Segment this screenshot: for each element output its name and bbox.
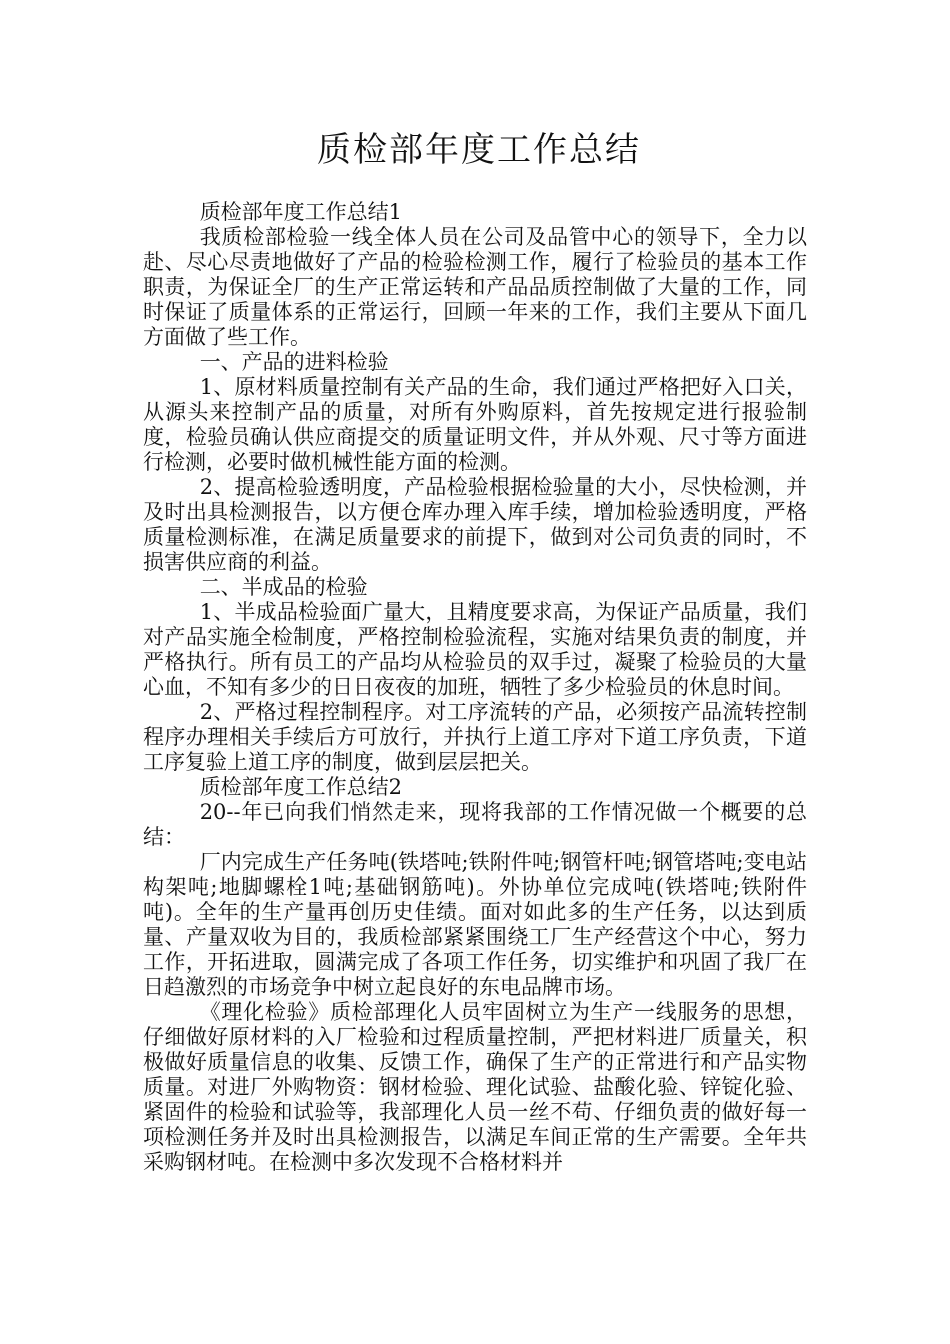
subsection-heading: 一、产品的进料检验 bbox=[199, 350, 389, 374]
body-paragraph: 2、提高检验透明度，产品检验根据检验量的大小，尽快检测，并及时出具检测报告，以方便仓库办理入库手续，增加检验透明度，严格质量检测标准，在满足质量要求的前提下，做到对公司负责的同时，不损害供应商的利益。 bbox=[143, 475, 807, 574]
section-heading: 质检部年度工作总结1 bbox=[199, 200, 403, 224]
subsection-heading: 二、半成品的检验 bbox=[199, 575, 368, 599]
document-page bbox=[143, 0, 807, 1175]
body-paragraph: 1、半成品检验面广量大，且精度要求高，为保证产品质量，我们对产品实施全检制度，严格控制检验流程，实施对结果负责的制度，并严格执行。所有员工的产品均从检验员的双手过，凝聚了检验员的大量心血，不知有多少的日日夜夜的加班，牺牲了多少检验员的休息时间。 bbox=[143, 600, 807, 699]
body-paragraph: 我质检部检验一线全体人员在公司及品管中心的领导下，全力以赴、尽心尽责地做好了产品的检验检测工作，履行了检验员的基本工作职责，为保证全厂的生产正常运转和产品品质控制做了大量的工作，同时保证了质量体系的正常运行，回顾一年来的工作，我们主要从下面几方面做了些工作。 bbox=[143, 225, 807, 349]
body-paragraph: 1、原材料质量控制有关产品的生命，我们通过严格把好入口关，从源头来控制产品的质量，对所有外购原料，首先按规定进行报验制度，检验员确认供应商提交的质量证明文件，并从外观、尺寸等方面进行检测，必要时做机械性能方面的检测。 bbox=[143, 375, 807, 474]
body-paragraph: 20--年已向我们悄然走来，现将我部的工作情况做一个概要的总结： bbox=[143, 800, 807, 849]
document-body bbox=[143, 200, 807, 1175]
body-paragraph: 2、严格过程控制程序。对工序流转的产品，必须按产品流转控制程序办理相关手续后方可放行，并执行上道工序对下道工序负责，下道工序复验上道工序的制度，做到层层把关。 bbox=[143, 700, 807, 774]
document-title: 质检部年度工作总结 bbox=[317, 130, 641, 170]
section-heading: 质检部年度工作总结2 bbox=[199, 775, 403, 799]
body-paragraph: 《理化检验》质检部理化人员牢固树立为生产一线服务的思想，仔细做好原材料的入厂检验和过程质量控制，严把材料进厂质量关，积极做好质量信息的收集、反馈工作，确保了生产的正常进行和产品实物质量。对进厂外购物资：钢材检验、理化试验、盐酸化验、锌锭化验、紧固件的检验和试验等，我部理化人员一丝不苟、仔细负责的做好每一项检测任务并及时出具检测报告，以满足车间正常的生产需要。全年共采购钢材吨。在检测中多次发现不合格材料并 bbox=[143, 1000, 807, 1174]
body-paragraph: 厂内完成生产任务吨(铁塔吨;铁附件吨;钢管杆吨;钢管塔吨;变电站构架吨;地脚螺栓1吨;基础钢筋吨)。外协单位完成吨(铁塔吨;铁附件吨)。全年的生产量再创历史佳绩。面对如此多的生产任务，以达到质量、产量双收为目的，我质检部紧紧围绕工厂生产经营这个中心，努力工作，开拓进取，圆满完成了各项工作任务，切实维护和巩固了我厂在日趋激烈的市场竞争中树立起良好的东电品牌市场。 bbox=[143, 850, 807, 999]
